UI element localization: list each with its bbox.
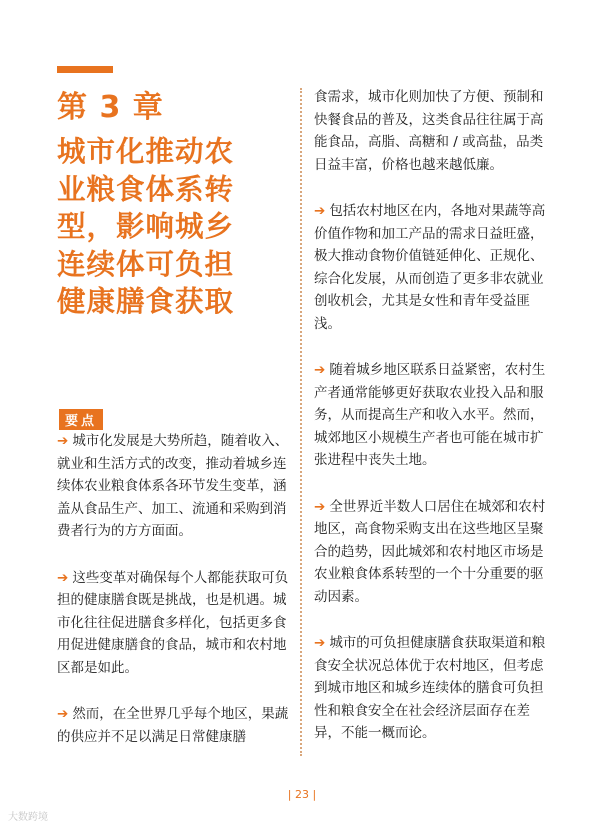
arrow-right-icon: ➔ [314,203,326,219]
column-divider [300,88,302,756]
title-line: 型，影响城乡 [57,210,235,243]
key-point-text: 随着城乡地区联系日益紧密，农村生产者通常能够更好获取农业投入品和服务，从而提高生产和收入水平。然而，城郊地区小规模生产者也可能在城市扩张进程中丧失土地。 [314,362,546,468]
title-line: 健康膳食获取 [57,285,235,318]
arrow-right-icon: ➔ [314,362,326,378]
key-point [57,430,289,543]
key-point-text: 包括农村地区在内，各地对果蔬等高价值作物和加工产品的需求日益旺盛，极大推动食物价值链延伸化、正规化、综合化发展，从而创造了更多非农就业创收机会，尤其是女性和青年受益匪浅。 [314,203,546,332]
arrow-right-icon: ➔ [57,706,69,722]
key-point [314,200,554,335]
arrow-right-icon: ➔ [314,498,326,515]
title-line: 城市化推动农 [57,135,235,168]
arrow-right-icon: ➔ [57,569,69,586]
key-point-text: 全世界近半数人口居住在城郊和农村地区，高食物采购支出在这些地区呈聚合的趋势，因此城郊和农村地区市场是农业粮食体系转型的一个十分重要的驱动因素。 [314,498,546,605]
key-points-label: 要点 [59,409,103,430]
chapter-heading: 第 3 章 [57,90,164,125]
chapter-title [57,133,289,321]
title-line: 业粮食体系转 [57,172,235,206]
key-point-text: 城市的可负担健康膳食获取渠道和粮食安全状况总体优于农村地区，但考虑到城市地区和城乡连续体的膳食可负担性和粮食安全在社会经济层面存在差异，不能一概而论。 [314,635,546,741]
key-point [57,567,289,680]
page-number: | 23 | [287,788,317,801]
chapter-accent-bar [57,66,113,73]
right-column [314,86,554,769]
key-point [314,496,554,609]
key-point [314,359,554,472]
arrow-right-icon: ➔ [57,433,69,449]
title-line: 连续体可负担 [57,247,235,281]
key-point-text: 然而，在全世界几乎每个地区，果蔬的供应并不足以满足日常健康膳 [57,706,289,745]
key-point-continuation: 食需求，城市化则加快了方便、预制和快餐食品的普及，这类食品往往属于高能食品，高脂、高糖和 / 或高盐，品类日益丰富，价格也越来越低廉。 [314,89,544,173]
watermark: 大数跨境 [8,812,48,823]
key-point [314,632,554,745]
arrow-right-icon: ➔ [314,635,326,651]
key-point [57,703,289,748]
key-point-text: 城市化发展是大势所趋，随着收入、就业和生活方式的改变，推动着城乡连续体农业粮食体系各环节发生变革，涵盖从食品生产、加工、流通和采购到消费者行为的方方面面。 [57,433,289,539]
key-point-text: 这些变革对确保每个人都能获取可负担的健康膳食既是挑战，也是机遇。城市化往往促进膳食多样化，包括更多食用促进健康膳食的食品，城市和农村地区都是如此。 [57,569,289,676]
left-column [57,430,289,772]
